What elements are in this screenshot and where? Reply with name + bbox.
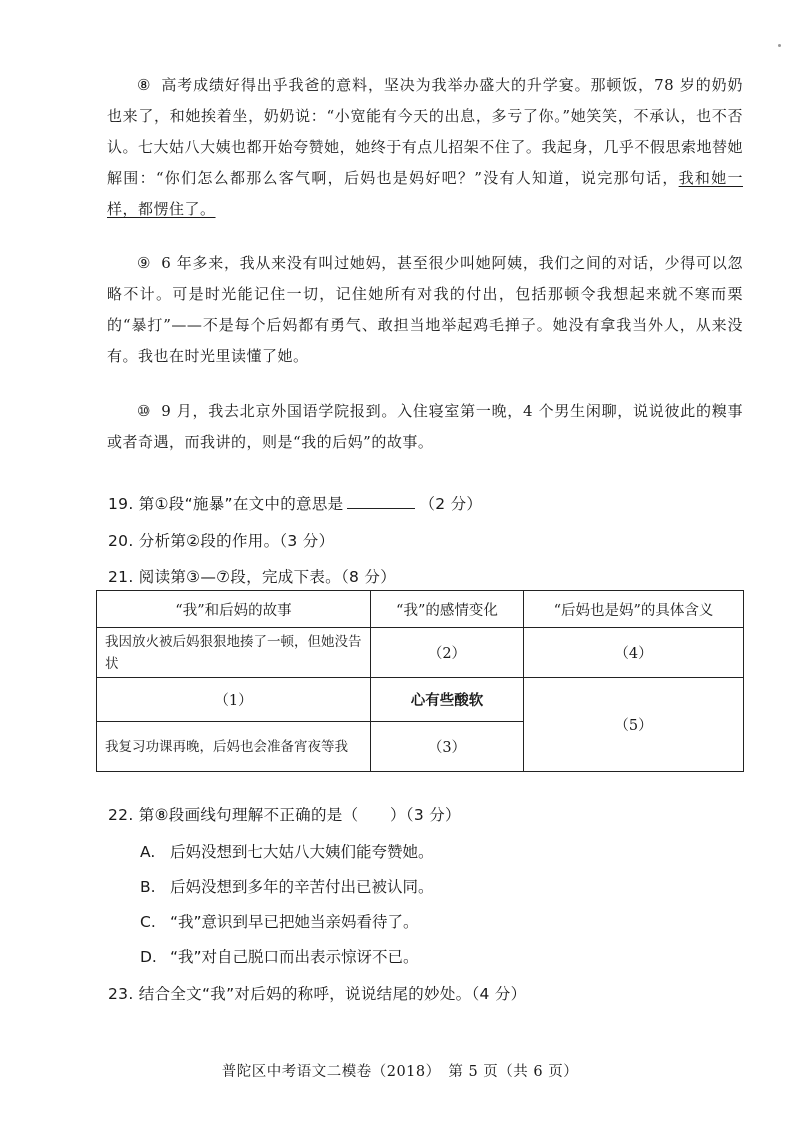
option-c [140, 910, 419, 932]
paragraph-number: ⑧ [137, 76, 152, 94]
question-20: 20. 分析第②段的作用。（3 分） [108, 532, 335, 550]
option-text: “我”对自己脱口而出表示惊讶不已。 [170, 948, 419, 966]
option-letter: D. [140, 948, 157, 966]
option-a [140, 840, 434, 862]
paragraph-9 [107, 248, 743, 372]
paragraph-number: ⑨ [137, 254, 152, 272]
option-letter: A. [140, 843, 156, 861]
answer-blank[interactable] [347, 494, 415, 509]
header-story: “我”和后妈的故事 [97, 591, 371, 628]
question-22: 22. 第⑧段画线句理解不正确的是（ ）（3 分） [108, 806, 461, 824]
answer-table [96, 590, 744, 772]
option-text: “我”意识到早已把她当亲妈看待了。 [170, 913, 419, 931]
question-19-text: 19. 第①段“施暴”在文中的意思是 [108, 495, 344, 513]
option-d [140, 945, 419, 967]
cell-meaning-merged: （5） [523, 678, 743, 772]
table-row [97, 678, 744, 722]
question-19 [108, 492, 482, 514]
cell-story: （1） [97, 678, 371, 722]
header-meaning: “后妈也是妈”的具体含义 [523, 591, 743, 628]
option-text: 后妈没想到七大姑八大姨们能夸赞她。 [170, 843, 434, 861]
paragraph-number: ⑩ [137, 402, 152, 420]
option-text: 后妈没想到多年的辛苦付出已被认同。 [170, 878, 434, 896]
question-23: 23. 结合全文“我”对后妈的称呼，说说结尾的妙处。（4 分） [108, 985, 527, 1003]
paragraph-text: 6 年多来，我从来没有叫过她妈，甚至很少叫她阿姨，我们之间的对话，少得可以忽略不计。可是时光能记住一切，记住她所有对我的付出，包括那顿令我想起来就不寒而栗的“暴打”——不是每个后妈都有勇气、敢担当地举起鸡毛掸子。她没有拿我当外人，从来没有。我也在时光里读懂了她。 [107, 254, 743, 365]
option-letter: C. [140, 913, 156, 931]
underlined-sentence: 我和她一样，都愣住了。 [107, 169, 743, 218]
cell-meaning: （4） [523, 628, 743, 678]
question-19-score: （2 分） [419, 495, 483, 513]
paragraph-8 [107, 70, 743, 225]
cell-story: 我复习功课再晚，后妈也会准备宵夜等我 [97, 722, 371, 772]
cell-feeling: （3） [370, 722, 523, 772]
header-feeling: “我”的感情变化 [370, 591, 523, 628]
question-21: 21. 阅读第③—⑦段，完成下表。（8 分） [108, 568, 397, 586]
cell-feeling: （2） [370, 628, 523, 678]
option-letter: B. [140, 878, 156, 896]
paragraph-text: 高考成绩好得出乎我爸的意料，坚决为我举办盛大的升学宴。那顿饭，78 岁的奶奶也来了，和她挨着坐，奶奶说：“小宽能有今天的出息，多亏了你。”她笑笑，不承认，也不否认。七大姑八大姨也都开始夸赞她，她终于有点儿招架不住了。我起身，几乎不假思索地替她解围：“你们怎么都那么客气啊，后妈也是妈好吧？”没有人知道，说完那句话， [107, 76, 743, 187]
cell-story: 我因放火被后妈狠狠地揍了一顿，但她没告状 [97, 628, 371, 678]
page-footer: 普陀区中考语文二模卷（2018） 第 5 页（共 6 页） [221, 1064, 579, 1080]
cell-feeling: 心有些酸软 [370, 678, 523, 722]
table-row [97, 628, 744, 678]
paragraph-10 [107, 396, 743, 458]
paragraph-text: 9 月，我去北京外国语学院报到。入住寝室第一晚，4 个男生闲聊，说说彼此的糗事或者奇遇，而我讲的，则是“我的后妈”的故事。 [107, 402, 743, 451]
table-header-row [97, 591, 744, 628]
option-b [140, 875, 434, 897]
scan-speck [778, 44, 781, 47]
